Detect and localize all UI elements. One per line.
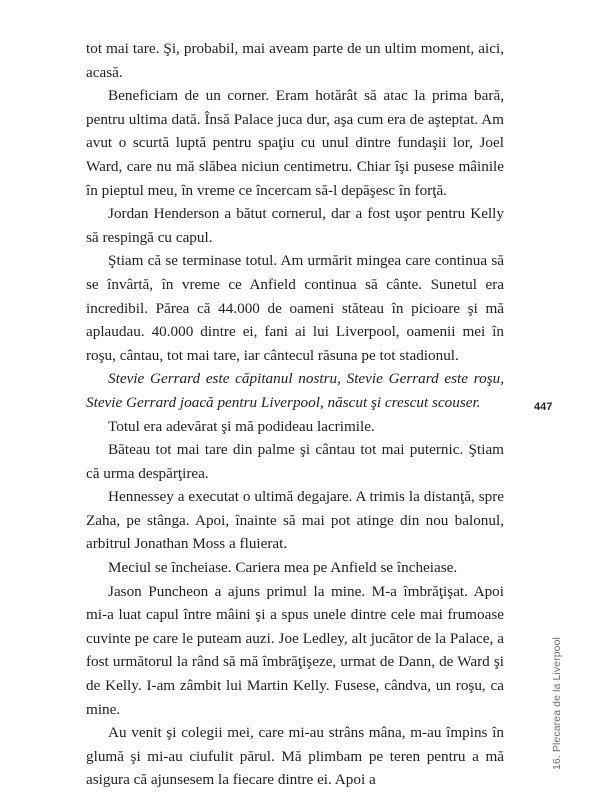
chapter-running-head: 16. Plecarea de la Liverpool — [551, 637, 563, 770]
paragraph-corner: Beneficiam de un corner. Eram hotărât să atac la prima bară, pentru ultima dată. Însă Palace juca dur, aşa cum era de aşteptat. Am avut o scurtă luptă pentru spaţiu cu unul dintre fundaşii lor, Joel Ward, care nu mă slăbea niciun centimetru. Chiar îşi pusese mâinile în pieptul meu, în vreme ce încercam să-l depăşesc în forţă. — [86, 87, 504, 199]
paragraph-applause: Băteau tot mai tare din palme şi cântau tot mai puternic. Ştiam că urma despărţirea. — [86, 441, 504, 482]
paragraph-teammates: Au venit şi colegii mei, care mi-au strâns mâna, m-au împins în glumă şi mi-au ciufulit părul. Mă plimbam pe teren pentru a mă asigura că ajunsesem la fiecare dintre ei. Apoi a — [86, 724, 504, 789]
paragraph-chant: Stevie Gerrard este căpitanul nostru, Stevie Gerrard este roşu, Stevie Gerrard joacă pentru Liverpool, născut şi crescut scouser. — [86, 370, 504, 411]
paragraph-tears: Totul era adevărat şi mă podideau lacrimile. — [108, 417, 375, 435]
paragraph-puncheon: Jason Puncheon a ajuns primul la mine. M-a îmbrăţişat. Apoi mi-a luat capul între mâini şi a spus unele dintre cele mai frumoase cuvinte pe care le puteam auzi. Joe Ledley, alt jucător de la Palace, a fost următorul la rând să mă îmbrăţişeze, urmat de Dann, de Ward şi de Kelly. I-am zâmbit lui Martin Kelly. Fusese, cândva, un roşu, ca mine. — [86, 582, 504, 718]
paragraph-hennessey: Hennessey a executat o ultimă degajare. A trimis la distanţă, spre Zaha, pe stânga. Apoi, înainte să mai pot atinge din nou balonul, arbitrul Jonathan Moss a fluierat. — [86, 488, 504, 553]
paragraph-match-over: Meciul se încheiase. Cariera mea pe Anfield se încheiase. — [108, 559, 458, 577]
paragraph-henderson: Jordan Henderson a bătut cornerul, dar a fost uşor pentru Kelly să respingă cu capul. — [86, 205, 504, 246]
body-text — [86, 37, 504, 792]
paragraph-anfield: Ştiam că se terminase totul. Am urmărit mingea care continua să se învârtă, în vreme ce Anfield continua să cânte. Sunetul era incredibil. Părea că 44.000 de oameni stăteau în picioare şi mă aplaudau. 40.000 dintre ei, fani ai lui Liverpool, oamenii mei în roşu, cântau, tot mai tare, iar cântecul răsuna pe tot stadionul. — [86, 252, 504, 364]
page-number: 447 — [534, 401, 553, 413]
paragraph-continuation: tot mai tare. Şi, probabil, mai aveam parte de un ultim moment, aici, acasă. — [86, 40, 504, 81]
